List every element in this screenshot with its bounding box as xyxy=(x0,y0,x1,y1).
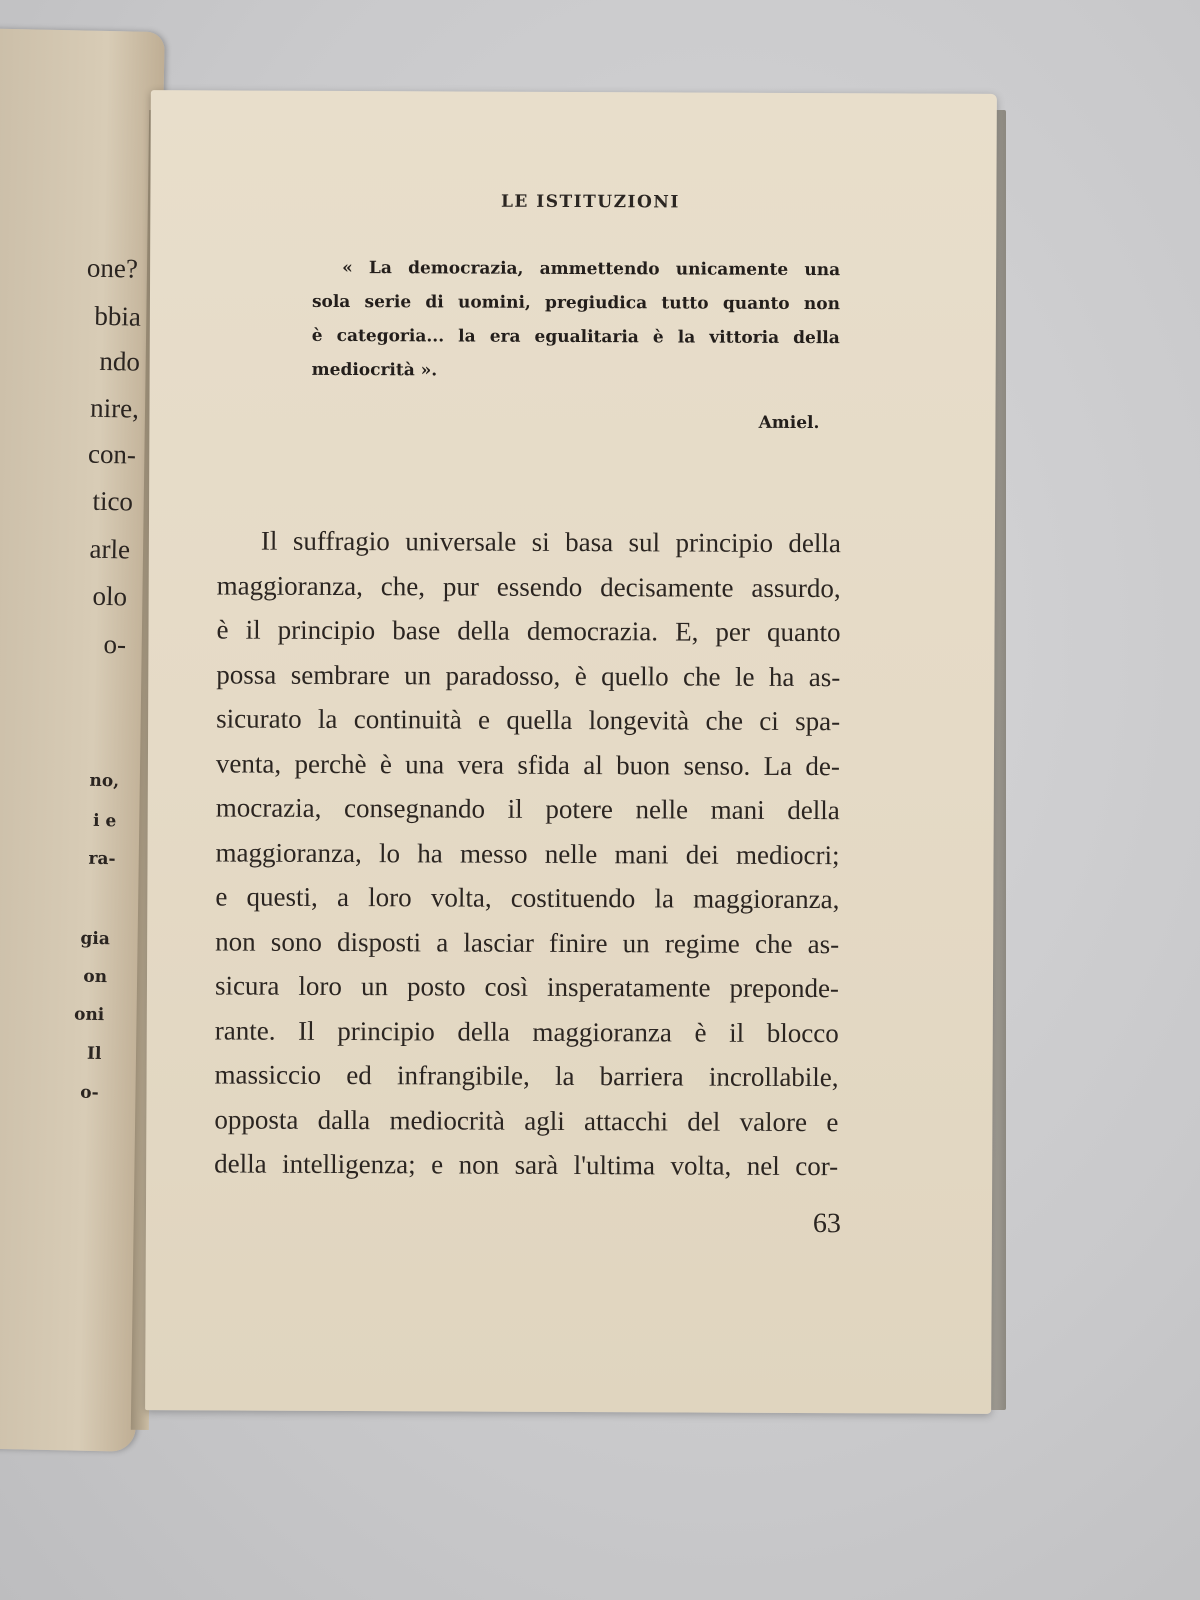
left-fragment: nire, xyxy=(89,392,140,424)
left-fragment: o- xyxy=(80,1082,99,1103)
body-line: della intelligenza; e non sarà l'ultima volta, nel cor- xyxy=(214,1148,839,1182)
left-fragment: arle xyxy=(89,533,131,565)
body-line: mocrazia, consegnando il potere nelle mani della xyxy=(215,792,840,826)
left-fragment: no, xyxy=(89,770,120,792)
body-text xyxy=(214,518,841,1188)
body-line: sicurato la continuità e quella longevità che ci spa- xyxy=(216,703,841,737)
left-fragment: gia xyxy=(80,928,111,950)
left-fragment: tico xyxy=(92,485,134,517)
right-page xyxy=(145,90,997,1414)
body-line: Il suffragio universale si basa sul principio della xyxy=(260,525,841,559)
left-fragment: olo xyxy=(92,580,128,612)
epigraph-line: mediocrità ». xyxy=(311,359,438,381)
body-line: è il principio base della democrazia. E, per quanto xyxy=(216,614,841,648)
left-fragment: one? xyxy=(86,252,139,284)
body-line: e questi, a loro volta, costituendo la maggioranza, xyxy=(215,881,840,915)
body-line: opposta dalla mediocrità agli attacchi del valore e xyxy=(214,1103,839,1137)
left-fragment: ra- xyxy=(88,848,116,870)
left-fragment: on xyxy=(83,966,108,988)
epigraph-line: sola serie di uomini, pregiudica tutto quanto non xyxy=(311,291,841,315)
body-line: sicura loro un posto così insperatamente preponde- xyxy=(214,970,840,1004)
epigraph-line: è categoria... la era egualitaria è la vittoria della xyxy=(311,325,840,349)
body-line: massiccio ed infrangibile, la barriera incrollabile, xyxy=(214,1059,839,1093)
left-fragment: Il xyxy=(86,1043,102,1065)
left-fragment: o- xyxy=(103,628,127,660)
epigraph-author: Amiel. xyxy=(758,412,820,434)
epigraph xyxy=(312,251,841,389)
left-fragment: bbia xyxy=(94,300,142,332)
epigraph-line: « La democrazia, ammettendo unicamente una xyxy=(342,257,841,281)
body-line: venta, perchè è una vera sfida al buon senso. La de- xyxy=(215,747,841,781)
left-fragment: ndo xyxy=(99,345,141,377)
body-line: rante. Il principio della maggioranza è il blocco xyxy=(214,1014,839,1048)
left-fragment: oni xyxy=(73,1004,105,1026)
body-line: maggioranza, che, pur essendo decisamente assurdo, xyxy=(216,569,841,603)
body-line: maggioranza, lo ha messo nelle mani dei mediocri; xyxy=(215,836,840,870)
body-line: non sono disposti a lasciar finire un regime che as- xyxy=(215,925,840,959)
left-fragment: i e xyxy=(92,810,117,832)
body-line: possa sembrare un paradosso, è quello che le ha as- xyxy=(216,658,841,692)
running-head: LE ISTITUZIONI xyxy=(500,191,680,213)
left-fragment: con- xyxy=(87,438,137,470)
page-number: 63 xyxy=(812,1208,842,1240)
